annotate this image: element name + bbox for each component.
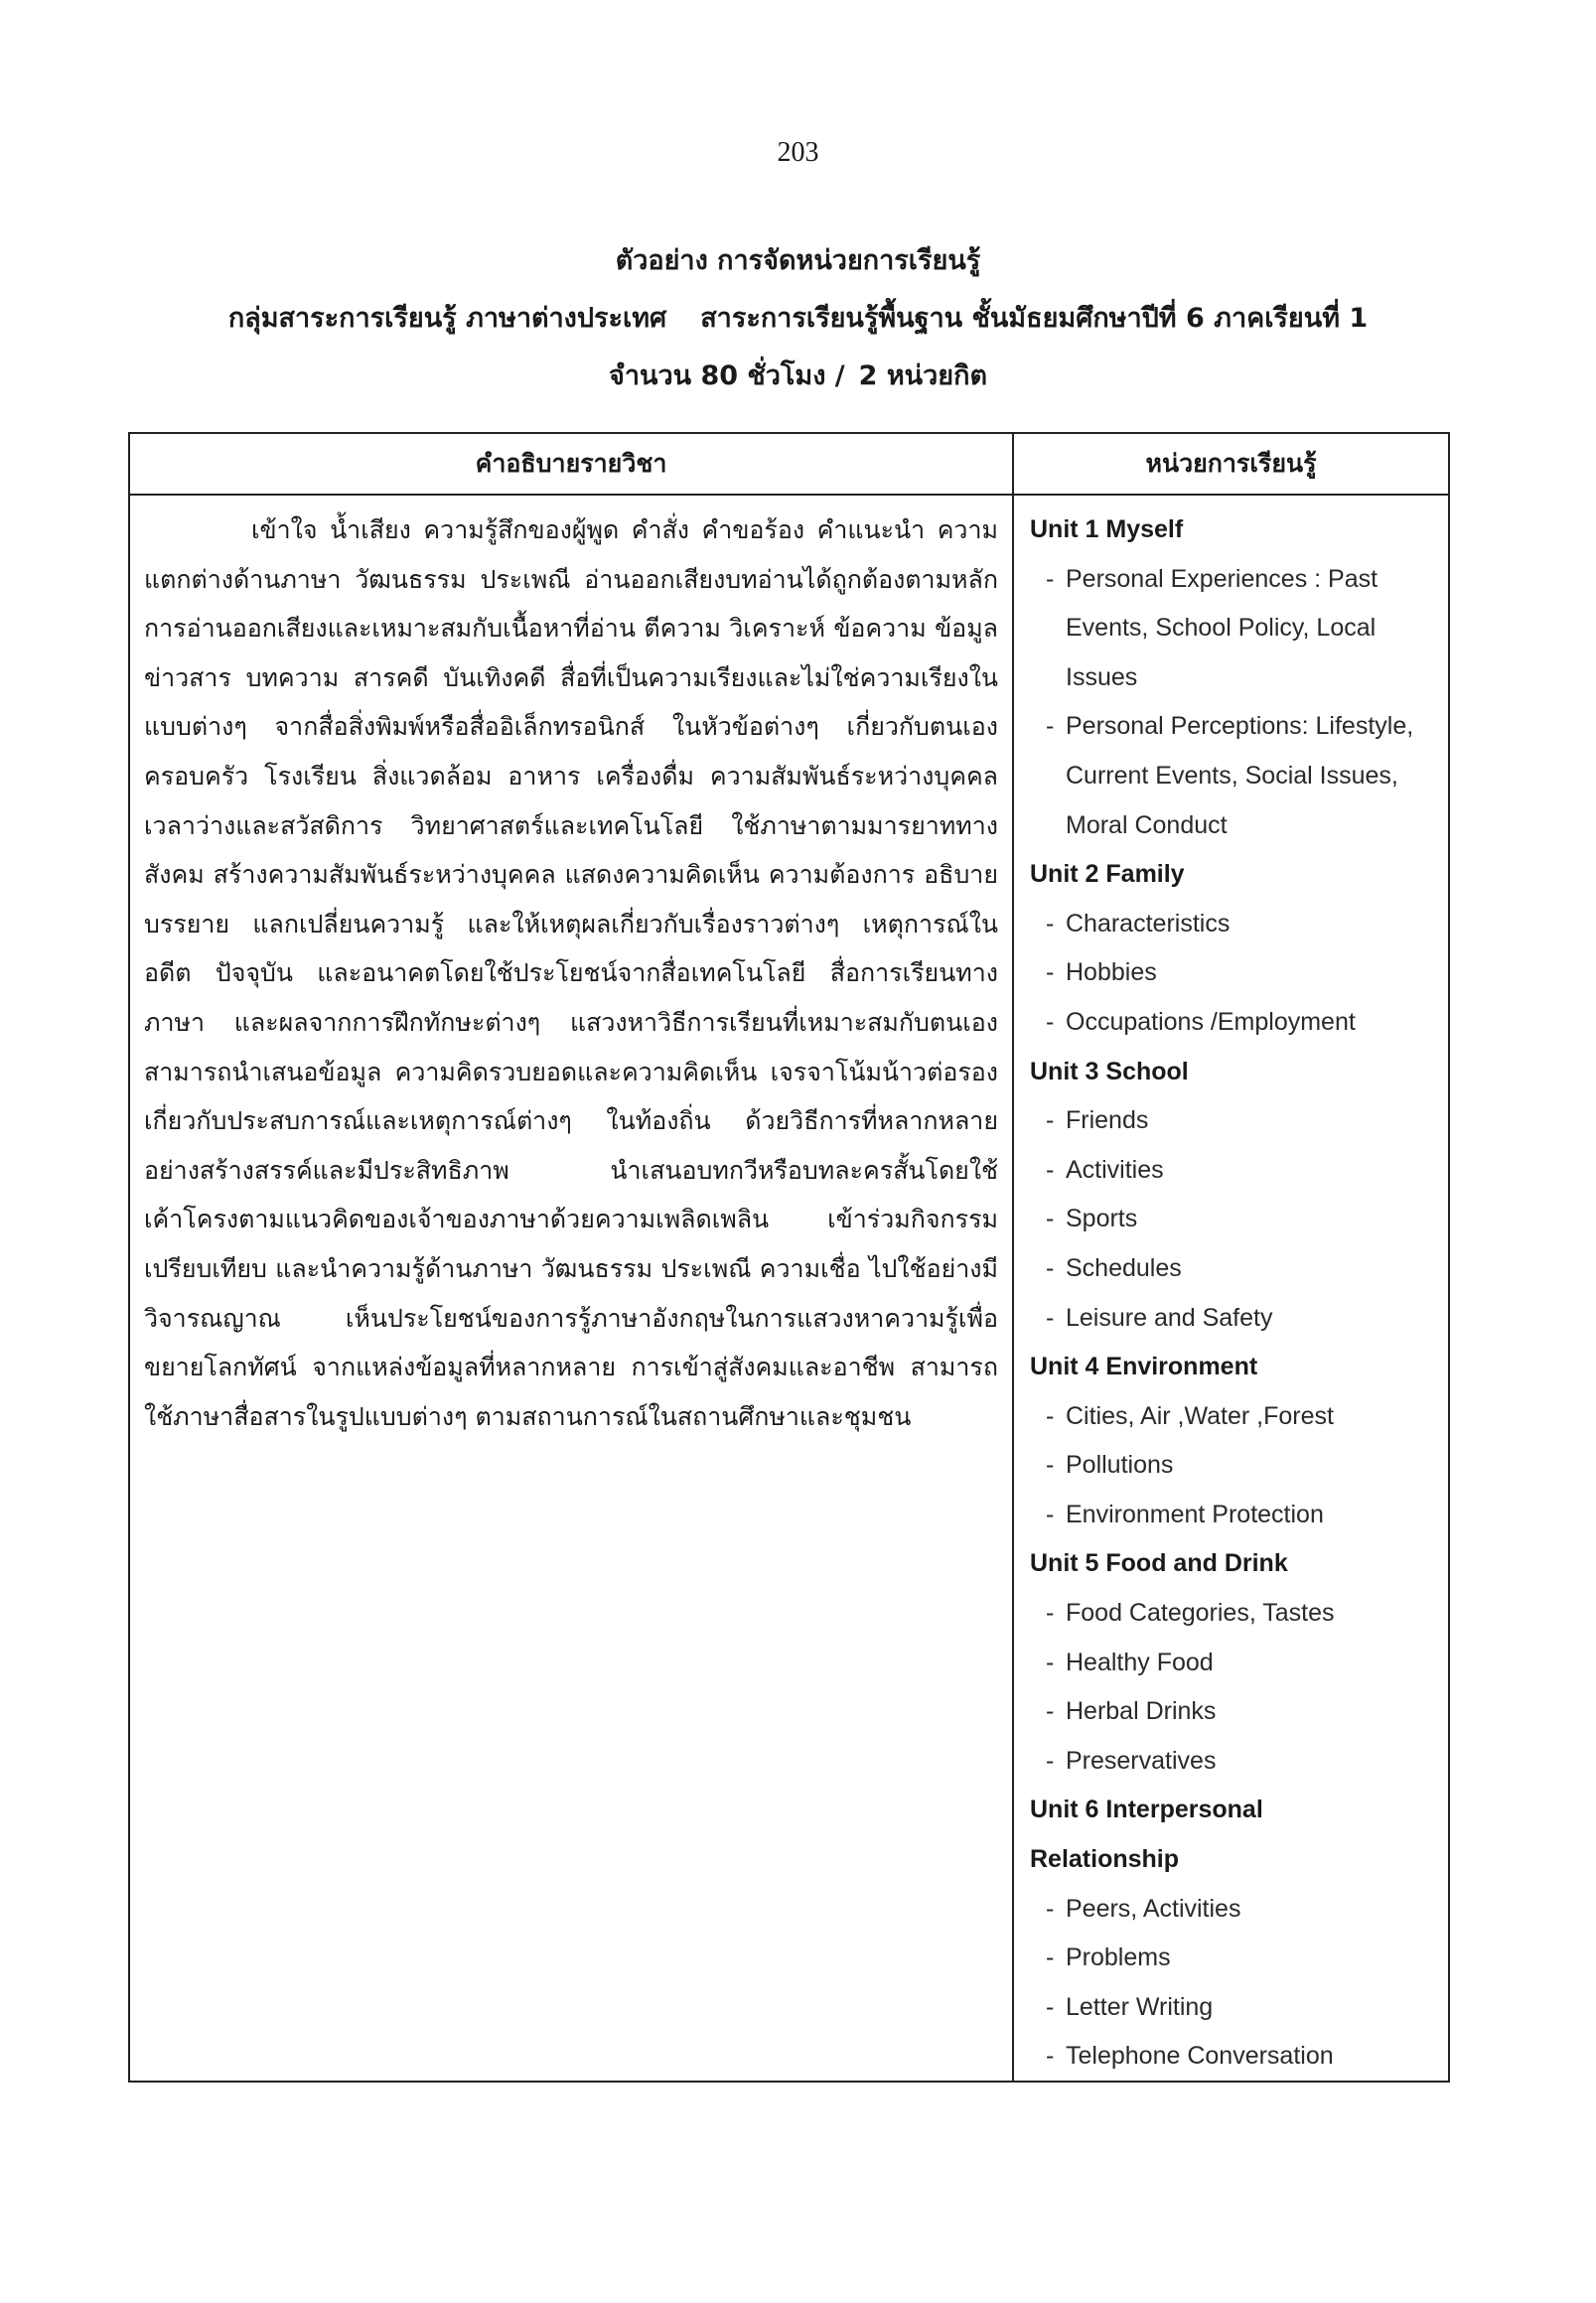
unit-block [1030, 1048, 1447, 1344]
unit-item: - Friends [1046, 1106, 1149, 1135]
page-number: 203 [777, 137, 819, 168]
unit-item: - Telephone Conversation [1046, 2042, 1334, 2071]
header-divider [130, 494, 1448, 496]
document-title: ตัวอย่าง การจัดหน่วยการเรียนรู้ [615, 245, 981, 276]
unit-block [1030, 1786, 1447, 2082]
unit-item: - Characteristics [1046, 909, 1231, 937]
unit-item: - Herbal Drinks [1046, 1697, 1217, 1726]
unit-title: Unit 3 School [1030, 1057, 1189, 1085]
unit-title: Unit 1 Myself [1030, 515, 1184, 543]
units-column-header: หน่วยการเรียนรู้ [1145, 449, 1317, 478]
unit-item: - Hobbies [1046, 958, 1157, 987]
unit-title: Unit 6 Interpersonal Relationship [1030, 1796, 1263, 1874]
unit-item: - Peers, Activities [1046, 1894, 1241, 1923]
unit-item: - Problems [1046, 1943, 1171, 1972]
unit-item: - Occupations /Employment [1046, 1007, 1356, 1036]
hours-label: จำนวน 80 ชั่วโมง / [609, 360, 845, 391]
unit-item: - Food Categories, Tastes [1046, 1599, 1335, 1628]
unit-block [1030, 850, 1447, 1047]
unit-item: - Personal Perceptions: Lifestyle, Current Events, Social Issues, Moral Conduct [1046, 712, 1414, 839]
unit-block [1030, 1539, 1447, 1786]
unit-item: - Preservatives [1046, 1746, 1217, 1775]
unit-item: - Environment Protection [1046, 1500, 1324, 1528]
unit-title: Unit 2 Family [1030, 860, 1185, 889]
unit-title: Unit 5 Food and Drink [1030, 1549, 1288, 1578]
course-hours [0, 354, 1596, 396]
unit-item: - Sports [1046, 1205, 1138, 1233]
credits-label: 2 หน่วยกิต [858, 360, 987, 391]
unit-item: - Healthy Food [1046, 1648, 1214, 1676]
unit-item: - Schedules [1046, 1253, 1182, 1282]
unit-item: - Activities [1046, 1155, 1164, 1184]
course-description: เข้าใจ น้ำเสียง ความรู้สึกของผู้พูด คำสั่ง คำขอร้อง คำแนะนำ ความแตกต่างด้านภาษา วัฒนธรรม ประเพณี อ่านออกเสียงบทอ่านได้ถูกต้องตามหลักการอ่านออกเสียงและเหมาะสมกับเนื้อหาที่อ่าน ตีความ วิเคราะห์ ข้อความ ข้อมูล ข่าวสาร บทความ สารคดี บันเทิงคดี สื่อที่เป็นความเรียงและไม่ใช่ความเรียงในแบบต่างๆ จากสื่อสิ่งพิมพ์หรือสื่ออิเล็กทรอนิกส์ ในหัวข้อต่างๆ เกี่ยวกับตนเอง ครอบครัว โรงเรียน สิ่งแวดล้อม อาหาร เครื่องดื่ม ความสัมพันธ์ระหว่างบุคคล เวลาว่างและสวัสดิการ วิทยาศาสตร์และเทคโนโลยี ใช้ภาษาตามมารยาททางสังคม สร้างความสัมพันธ์ระหว่างบุคคล แสดงความคิดเห็น ความต้องการ อธิบาย บรรยาย แลกเปลี่ยนความรู้ และให้เหตุผลเกี่ยวกับเรื่องราวต่างๆ เหตุการณ์ในอดีต ปัจจุบัน และอนาคตโดยใช้ประโยชน์จากสื่อเทคโนโลยี สื่อการเรียนทางภาษา และผลจากการฝึกทักษะต่างๆ แสวงหาวิธีการเรียนที่เหมาะสมกับตนเอง สามารถนำเสนอข้อมูล ความคิดรวบยอดและความคิดเห็น เจรจาโน้มน้าวต่อรองเกี่ยวกับประสบการณ์และเหตุการณ์ต่างๆ ในท้องถิ่น ด้วยวิธีการที่หลากหลายอย่างสร้างสรรค์และมีประสิทธิภาพ นำเสนอบทกวีหรือบทละครสั้นโดยใช้เค้าโครงตามแนวคิดของเจ้าของภาษาด้วยความเพลิดเพลิน เข้าร่วมกิจกรรม เปรียบเทียบ และนำความรู้ด้านภาษา วัฒนธรรม ประเพณี ความเชื่อ ไปใช้อย่างมีวิจารณญาณ เห็นประโยชน์ของการรู้ภาษาอังกฤษในการแสวงหาความรู้เพื่อขยายโลกทัศน์ จากแหล่งข้อมูลที่หลากหลาย การเข้าสู่สังคมและอาชีพ สามารถใช้ภาษาสื่อสารในรูปแบบต่างๆ ตามสถานการณ์ในสถานศึกษาและชุมชน [144, 515, 998, 1431]
column-divider [1012, 434, 1014, 2081]
description-column-header: คำอธิบายรายวิชา [475, 449, 667, 478]
learning-units-list [1030, 505, 1447, 2082]
course-table [128, 432, 1450, 2083]
unit-item: - Personal Experiences : Past Events, School Policy, Local Issues [1046, 564, 1378, 691]
subject-group: กลุ่มสาระการเรียนรู้ ภาษาต่างประเทศ [227, 303, 667, 334]
document-subtitle [0, 296, 1596, 339]
unit-item: - Letter Writing [1046, 1992, 1214, 2021]
unit-item: - Cities, Air ,Water ,Forest [1046, 1401, 1334, 1430]
unit-title: Unit 4 Environment [1030, 1353, 1258, 1381]
unit-block [1030, 505, 1447, 850]
unit-block [1030, 1343, 1447, 1539]
course-info: สาระการเรียนรู้พื้นฐาน ชั้นมัธยมศึกษาปีที่ 6 ภาคเรียนที่ 1 [700, 303, 1369, 334]
unit-item: - Leisure and Safety [1046, 1303, 1273, 1332]
unit-item: - Pollutions [1046, 1451, 1174, 1480]
